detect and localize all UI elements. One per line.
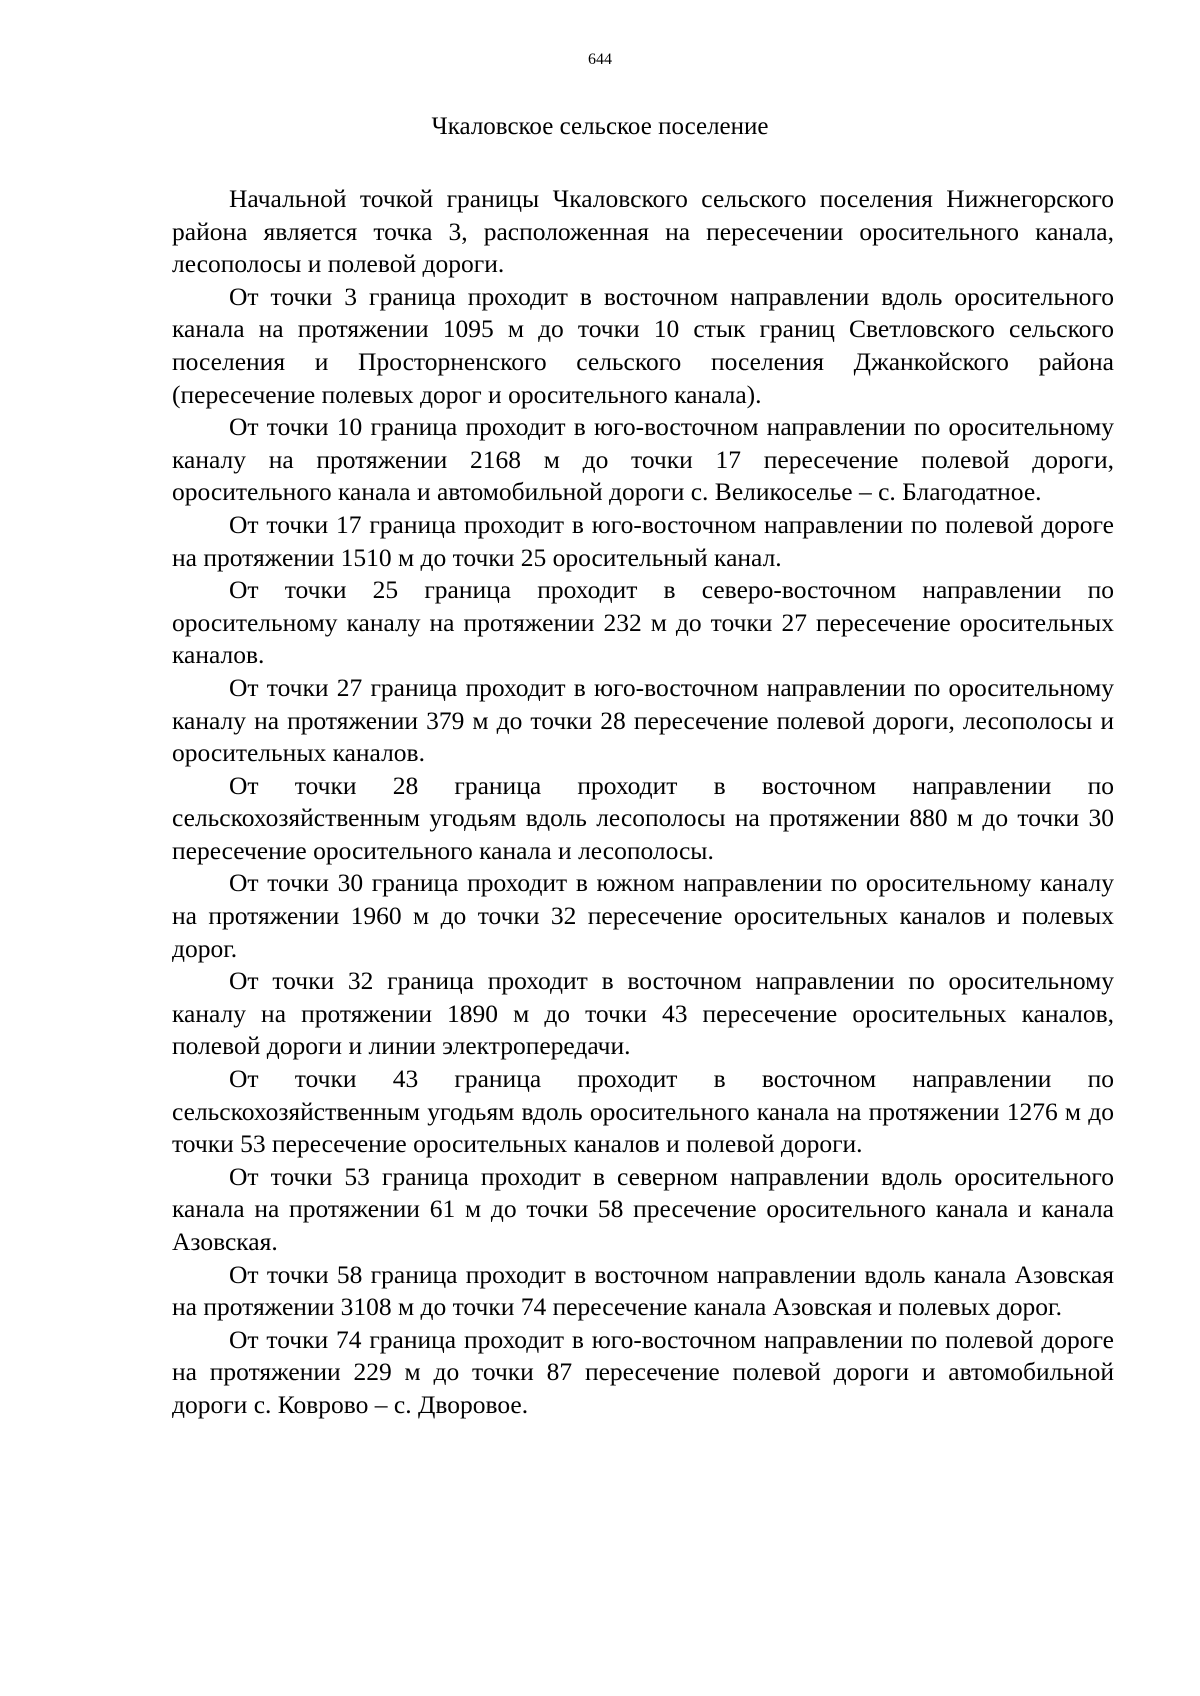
document-title: Чкаловское сельское поселение — [431, 113, 769, 140]
paragraph: От точки 30 граница проходит в южном направлении по оросительному каналу на протяжении 1960 м до точки 32 пересечение оросительных каналов и полевых дорог. — [172, 868, 1114, 963]
paragraph: От точки 74 граница проходит в юго-восточном направлении по полевой дороге на протяжении 229 м до точки 87 пересечение полевой дороги и автомобильной дороги с. Коврово – с. Дворовое. — [172, 1324, 1114, 1419]
paragraph: От точки 10 граница проходит в юго-восточном направлении по оросительному каналу на протяжении 2168 м до точки 17 пересечение полевой дороги, оросительного канала и автомобильной дороги с. Великоселье – с. Благодатное. — [172, 412, 1114, 507]
paragraph: Начальной точкой границы Чкаловского сельского поселения Нижнегорского района является точка 3, расположенная на пересечении оросительного канала, лесополосы и полевой дороги. — [172, 184, 1114, 279]
paragraph: От точки 32 граница проходит в восточном направлении по оросительному каналу на протяжении 1890 м до точки 43 пересечение оросительных каналов, полевой дороги и линии электропередачи. — [172, 966, 1114, 1061]
paragraph: От точки 53 граница проходит в северном направлении вдоль оросительного канала на протяжении 61 м до точки 58 пресечение оросительного канала и канала Азовская. — [172, 1161, 1114, 1256]
paragraph: От точки 3 граница проходит в восточном направлении вдоль оросительного канала на протяжении 1095 м до точки 10 стык границ Светловского сельского поселения и Просторненского сельского поселения Джанкойского района (пересечение полевых дорог и оросительного канала). — [172, 281, 1114, 409]
document-body — [172, 183, 1114, 1422]
paragraph: От точки 28 граница проходит в восточном направлении по сельскохозяйственным угодьям вдоль лесополосы на протяжении 880 м до точки 30 пересечение оросительного канала и лесополосы. — [172, 770, 1114, 865]
page-number: 644 — [588, 51, 612, 68]
paragraph: От точки 17 граница проходит в юго-восточном направлении по полевой дороге на протяжении 1510 м до точки 25 оросительный канал. — [172, 509, 1114, 572]
paragraph: От точки 25 граница проходит в северо-восточном направлении по оросительному каналу на протяжении 232 м до точки 27 пересечение оросительных каналов. — [172, 575, 1114, 670]
paragraph: От точки 27 граница проходит в юго-восточном направлении по оросительному каналу на протяжении 379 м до точки 28 пересечение полевой дороги, лесополосы и оросительных каналов. — [172, 672, 1114, 768]
paragraph: От точки 43 граница проходит в восточном направлении по сельскохозяйственным угодьям вдоль оросительного канала на протяжении 1276 м до точки 53 пересечение оросительных каналов и полевой дороги. — [172, 1064, 1114, 1159]
paragraph: От точки 58 граница проходит в восточном направлении вдоль канала Азовская на протяжении 3108 м до точки 74 пересечение канала Азовская и полевых дорог. — [172, 1259, 1114, 1322]
